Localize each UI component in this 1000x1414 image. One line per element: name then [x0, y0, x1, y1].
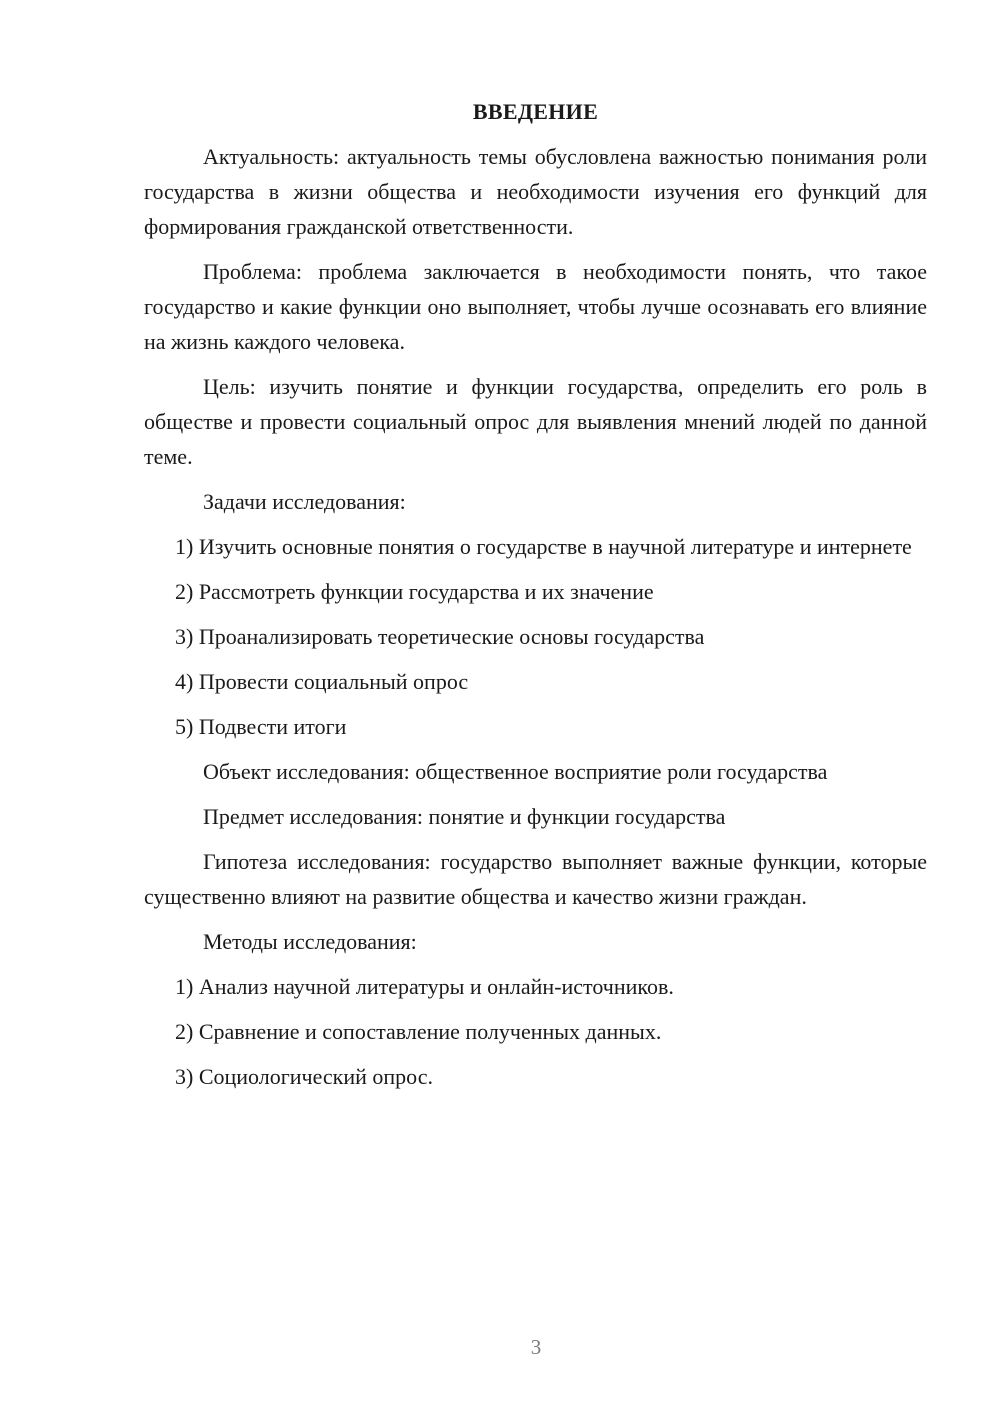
page-number: 3 [530, 1335, 542, 1359]
method-item: 2) Сравнение и сопоставление полученных данных. [175, 1019, 662, 1044]
goal-paragraph: Цель: изучить понятие и функции государства, определить его роль в обществе и провести социальный опрос для выявления мнений людей по данной теме. [144, 374, 927, 469]
task-item: 3) Проанализировать теоретические основы государства [175, 624, 705, 649]
object-paragraph: Объект исследования: общественное восприятие роли государства [203, 759, 828, 784]
task-item: 1) Изучить основные понятия о государстве в научной литературе и интернете [175, 534, 912, 559]
problem-paragraph: Проблема: проблема заключается в необходимости понять, что такое государство и какие функции оно выполняет, чтобы лучше осознавать его влияние на жизнь каждого человека. [144, 259, 927, 354]
page-content [144, 94, 927, 1104]
subject-paragraph: Предмет исследования: понятие и функции государства [203, 804, 726, 829]
relevance-paragraph: Актуальность: актуальность темы обусловлена важностью понимания роли государства в жизни общества и необходимости изучения его функций для формирования гражданской ответственности. [144, 144, 927, 239]
hypothesis-paragraph: Гипотеза исследования: государство выполняет важные функции, которые существенно влияют на развитие общества и качество жизни граждан. [144, 849, 927, 909]
method-item: 1) Анализ научной литературы и онлайн-источников. [175, 974, 674, 999]
task-item: 5) Подвести итоги [175, 714, 347, 739]
task-item: 2) Рассмотреть функции государства и их значение [175, 579, 654, 604]
section-title: ВВЕДЕНИЕ [472, 99, 599, 124]
method-item: 3) Социологический опрос. [175, 1064, 433, 1089]
methods-heading: Методы исследования: [203, 929, 417, 954]
tasks-heading: Задачи исследования: [203, 489, 406, 514]
task-item: 4) Провести социальный опрос [175, 669, 469, 694]
